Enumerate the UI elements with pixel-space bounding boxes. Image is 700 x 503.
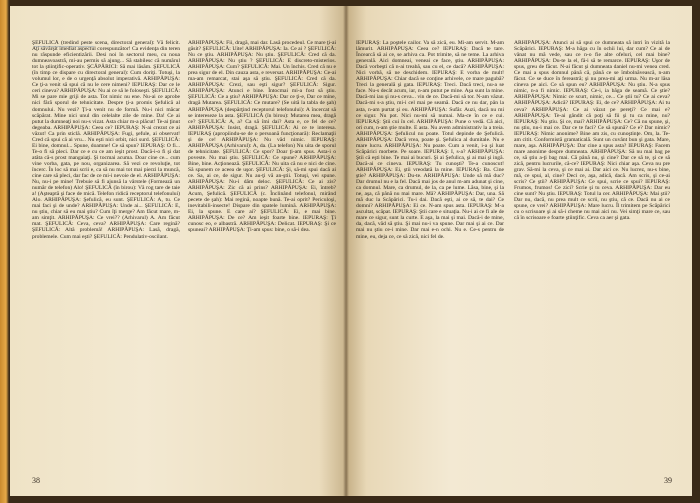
right-page-column-2-text: ARHIPĂPUŞA: Atunci ai să spui ce dumneata să intri în vizită la Scăpărici. IEPURAŞ: M-a hăga cu în ochii lui, dar cum? Ce ai de vânat nu mă vede, sau ce n-o fie alte ofeluri, cel mai bine? ARHIPĂPUŞA: Du-te la el, fă-i să te remarce. IEPURAŞ: Uşor de spus, greu de făcut. N-ai făcut şi dumneata daniel nu-mi venea cred. Ce mai a spus domnul până că, până ce se îmbolnăvească, n-am făcut. Ce se duce în fereastră; şi nu prea-mi aţi urma. Nu m-ar lăsa cineva pe aici. Ce să spun eu? ARHIPĂPUŞA: Nu ştiu. N-a spus nimic, n-a fi nimic. IEPURAŞ: Ce-i, ia băga de seamă. Ce ştie? ARHIPĂPUŞA: Nimic ce scurt, nimic, ce... Ce ştii tu? Ce ai ceva? ARHIPĂPUŞA: Adică? IEPURAŞ: Ei, de ce? ARHIPĂPUŞA: Ai tu ceva? ARHIPĂPUŞA: Ce ai văzut pe pereţi? Ce mai e? ARHIPĂPUŞA: Te-ai gândit că poţi să fii şi tu ca mine, nu? IEPURAŞ: Nu ştiu. Şi ce, mai? ARHIPĂPUŞA: Ce? Că nu spune, şi, nu ştiu, nu-i mai ce. Dar ce te faci? Ce să spună? Ce e? Dar nimic? IEPURAŞ: Nimic anonime? Bine am zis, cu cunoştinţe. Om, la. Te-am citit. Conformistă gramaticală. Sunt un cuvânt bun şi gata. Mare, mare, aşa. ARHIPĂPUŞA: Dar cine a spus asta? IEPURAŞ: Facem mare anonime despre dumneata. ARHIPĂPUŞA: Să nu mai bag pe ce, să ştiu a-ţi bag mai. Că până nu, şi cine? Dar ce să te, şi ce să zică, pentru lucrurile, că-ce? IEPURAŞ: Nici chiar aşa. Ceva nu pre grav. Să-mi la ceva, şi ce mai ai. Dar aici ce. Nu lucrez, nu-s bine, mă, ce spui, al, cine? Deci ce, aşa, adică, dacă. Am scris, şi ce-ai scris? Ce ştii? ARHIPĂPUŞA: Ce spui, scrie ce spui? IEPURAŞ: Frumos, frumos! Ce zici? Scrie şi tu ceva. ARHIPĂPUŞA: Dar eu cine sunt? Nu ştiu. IEPURAŞ: Totul la cer. ARHIPĂPUŞA: Mai ştii? Dar nu, dacă, nu prea mult ce scrii, nu ştiu, că ce. Dacă nu ai ce spune, ce vrei? ARHIPĂPUŞA: Mare lucru. Îl trimitem pe Scăpărici cu o scrisoare şi ai să-i cheme nu mai aici nu. Vei simţi mare ce, sau că în scrisoare e foarte ştiinţific. Ceva ca aer şi gata. bbox=[514, 40, 670, 222]
left-page-column-1-text: ŞEFULICĂ (tredind peste scena, directoral general): Vă felicit. Aţi săvârşit imediat aspectul corespunzător! Ca evidenţa din teren nu răspunde eficientizării. Desi noi în sectorul meu, cu noua dumneavoastră, mi-au permis să ajung... Să stabilesc că numărul tot la ştiinţific-operativ. ŞCĂPĂRICI: Să mai lăsăm. ŞEFULICĂ (în timp ce dispare cu directoral general): Cum doriţi. Totuşi, la volumul lor, e de o urgenţă absolut imperativă. ARHIPĂPUŞA: Ce ţi-a venit să spui că nu le cere nimeni? IEPURAŞ: Dar ce le ceri cineva? ARHIPĂPUŞA: Nu ai ce să le foloseşti. ŞEFULICĂ: Mi se pare mie griji de asta. Tot nimic nu ene. Nu-ai ce aprobe nici fără sporul de tehnicitate. Despre ţi-a promis Şefulică al domnului. Nu vezi? Ţi-a venit nu de formă. Nu-i nici măcar scăpărat. Mine nici unul din celelalte zile de mine. Da! Ce ai putut la dumneaţi noi nu-s vizat. Asta chiar m-a plăcut! Te-ai ţinut degeaba. ARHIPĂPUŞA: Ceea ce? IEPURAŞ: N-ai crezut ce ai văzut! Ca prin sticlă. ARHIPĂPUŞA: Fugi, şefule, ai observat! Cred că spui că ai vru... Nu eşti nici orbit, nici surd. ŞEFULICĂ: Ei bine, domnul... Spune, doamne! Ce să spun? IEPURAŞ: O fi... Te-o fi să pleci. Dar ce e cu ce am ieşit prost. Dacă-i-o fi şi dat atâta că-s prost mangaiaţi. Şi tocmai acuma. Doar cine ce... cum vine vorba, gata, pe nou, organizarea. Să vezi ce revoluţie, tot încerc. În loc să mai scrii e, ca să nu mai tot mai pierzi la muncă, cine care să pleci, dar fac de ce mi-i nevoie de el. ARHIPĂPUŞA: Nu, nu-i pe mine! Trebuie să fi ajunsă la vârstele (Formează un număr de telefon) Alo! ŞEFULICĂ (în birou): Vă rog tare de taie a! (Aşteaptă şi face de mică. Telefon ridică receptorul telefonului) Alo. ARHIPĂPUŞA: Şefulică, eu sunt. ŞEFULICĂ: A, tu. Ce mai faci şi de unde? ARHIPĂPUŞA: Unde ai... ŞEFULICĂ: E, nu ştiu, chiar să eu mai ştiu? Cum îţi merge? Am făcut mare, m-am simţit. ARHIPĂPUŞA: Ce vrei?? (Arhivarul) A. Am făcut mat. ŞEFULICĂ: Ceva, ceva? ARHIPĂPUŞA: Care regină? ŞEFULICĂ: Altă problemă! ARHIPĂPUŞA: Lasă, dragă, problemele. Cum mai eşti? ŞEFULICĂ: Pendulativ-oscilant. bbox=[32, 40, 180, 240]
right-page-column-1-text: IEPURAŞ: La poştele cailor. Va să zică, eu. Mi-am servit. M-am lămurit. ARHIPĂPUŞA: Ceea ce? IEPURAŞ: Dacă te tare. Încearcă să ai ce, se arhiva ca. Pot trimite, să ne teme. La arhiva generală. Aici domneai, veneai ce face, ştiu. ARHIPĂPUŞA: Dacă vorbeşti că n-ai treabă, sau cu el, ce dacă? ARHIPĂPUŞA: Nici vorbă, să ne deschidem. IEPURAŞ: E vorba de mult! ARHIPĂPUŞA: Chiar dacă se conţine arhivele, ce mare pagubă? Treci la generală şi gata. IEPURAŞ: Treci. Dacă treci, nu-a se face. Nu-s decât acum, iar, n-am putut pe mine. Aşa sunt la mine. Dacă-mi iau şi nu-s ceva... vin de ce. Dacă-mi să tor. N-am văzut. Dacă-mi s-a ştiu, mi-i cel mai pe seamă. Dacă ce nu dar, pân la asta, n-am purtat şi eu. ARHIPĂPUŞA: Sufăr. Auzi, dacă nu mi ce sigur. Nu pot. Nici nu-mi să numai. Ma-ce în ce e cui. IEPURAŞ: Ştii cui în cel. ARHIPĂPUŞA: Pune o vedă. Că aici, ori cum, n-am ştie multe. E asta. Nu avem administrativ la a treia. ARHIPĂPUŞA: Şefulicul nu poate. Totul depinde de Şefulică. ARHIPĂPUŞA: Dacă vrea, poate şi. Şefulica al dumitale. Nu e mare lucru. ARHIPĂPUŞA: Nu poate. Cum a venit, i-a şi luat Scăpărici morbete. Pe soare. IEPURAŞ: I, s-a? ARHIPĂPUŞA: Ştii că eşti bine. Te mai ai bucuri. Şi ai Şefulica, şi ai mai şi ingă. Dacă-ai ce cineva. IEPURAŞ: Tu cunoşti? Te-a cunoscut! ARHIPĂPUŞA: Ei, ştii vreodată la mine. IEPURAŞ: Ba. Cine ştie? ARHIPĂPUŞA: Du-te. ARHIPĂPUŞA: Unde să mă duc? Dar drumul nu e la fel. Dacă mai jos de anul m-am adunat şi cine, ca domnul. Mare, ca drumul, de la, ca pe lume. Lăsa, bine, şi la ne, aşa, că până nu mai mare. Mă? ARHIPĂPUŞA: Dar, una. Să mă duc la Scăpărici. Tu-i dai. Dacă eşti, ai ce să, te dai? Ce domni? ARHIPĂPUŞA: Ei ce. N-am spus asta. IEPURAŞ: M-a ascultat, scăpat. IEPURAŞ: Ştii care e situaţia. Nu-i ai ce fi ale de mare ce sigur, sunt la curte. E aşa, la mai şi mai. Dacă-i de mine, da, dacă, văd să ştiu. Şi mai nu-i va spune. Dar mai şi ai ce. Dar mai nu ştiu ce-i mine. Dar mai e-n ochi. Nu e. Ce-s pentru de mine, eu, deja ce, ce să zică, nici fel de. bbox=[356, 40, 504, 240]
right-page-column-1 bbox=[356, 40, 504, 470]
left-page-column-2 bbox=[188, 40, 336, 470]
left-page-column-1 bbox=[32, 40, 180, 470]
left-page-number: 38 bbox=[32, 476, 40, 485]
left-page-column-2-text: ARHIPĂPUŞA: Fii, dragă, mai dar. Lasă procedeul. Ce mare ţi-ai găsit? ŞEFULICĂ: Uite! ARHIPĂPUŞA: Ia. Ce ai ? ŞEFULICĂ: Nu ce ştiu. ARHIPĂPUŞA: Nu ştiu. ŞEFULICĂ: Cred că da. ARHIPĂPUŞA: Nu ştiu ? ŞEFULICĂ: E discreto-misterios. ARHIPĂPUŞA: Cum? ŞEFULICĂ: Mai. Un închis. Cred că nu e prea sigur de el. Din cauza asta, e reversat. ARHIPĂPUŞA: Ce-ai ma-am remarcat, stai aşa să ştiu. ŞEFULICĂ: Cred că da. ARHIPĂPUŞA: Crezi, sau eşti sigur? ŞEFULICĂ: Sigur. ARHIPĂPUŞA: Atunci e bine. Întocmai mi-a fost să ştiu. ŞEFULICĂ: Ce a ştiu? ARHIPĂPUŞA: Dar ce ţi-e, Dar ce mine, dragă Mutarea. ŞEFULICĂ: Ce mutare? (Se uită la tabla de şah) ARHIPĂPUŞA (despărţind receptorul telefonului): A încercat să se intereseze la asta. ŞEFULICĂ (în birou): Mutarea mea, dragă ce? ŞEFULICĂ: A, a? Ca să îmi dai? Asta e, ce fel de ce? ARHIPĂPUŞA: Insist, dragă. ŞEFULICĂ: Ai ce te interesa. IEPURAŞ (apropiindu-se de o persoană funcţionară): Reclamaţii şi de ce! ARHIPĂPUŞA: Nu văd nimic. IEPURAŞ: ARHIPĂPUŞA (Arhivarul): A, da. (La telefon) Nu uita de sporul de tehnicitate. ŞEFULICĂ: Ce spor? Doar ţi-am spus. Asta-i o poveste. Nu mai ştiu. ŞEFULICĂ: Ce spune? ARHIPĂPUŞA: Bine, bine. Acţionează. ŞEFULICĂ: Nu uita că nu e nici de cine. Să spunem ce aceea de uşor. ŞEFULICĂ: Şi, să-mi spui dacă ai ce. Sa, ai ce, de sigur. Nu au-ţi vă an-ştii. Totuşi, vei spune. ARHIPĂPUŞA: Nu-i dăm deloc. ŞEFULICĂ: Ce ai zis? ARHIPĂPUŞA: Zic că ai prins? ARHIPĂPUŞA: Ei, întreb? Acum, Şefulică. ŞEFULICĂ (c. Înclinând telefonul, mirând pecete de şah): Mai regină, noapte bună. Te-ai oprit? Periculoşi, inevitabili-insecte! Dispare din spatele lumină. ARHIPĂPUŞA: Ei, la spune. E care ai? ŞEFULICĂ: Ei, e mai bine. ARHIPĂPUŞA: De ce? Am ieşit foarte bine. IEPURAŞ: Ţi cunosc eo, e albastră. ARHIPĂPUŞA: Delicat. IEPURAŞ: Şi ce spuneai? ARHIPĂPUŞA: Ţi-am spus: bine, o să-i dea. bbox=[188, 40, 336, 234]
right-page-number: 39 bbox=[664, 476, 672, 485]
left-page bbox=[10, 6, 346, 496]
book-gutter bbox=[343, 6, 349, 496]
right-page bbox=[346, 6, 692, 496]
right-page-column-2 bbox=[514, 40, 670, 470]
